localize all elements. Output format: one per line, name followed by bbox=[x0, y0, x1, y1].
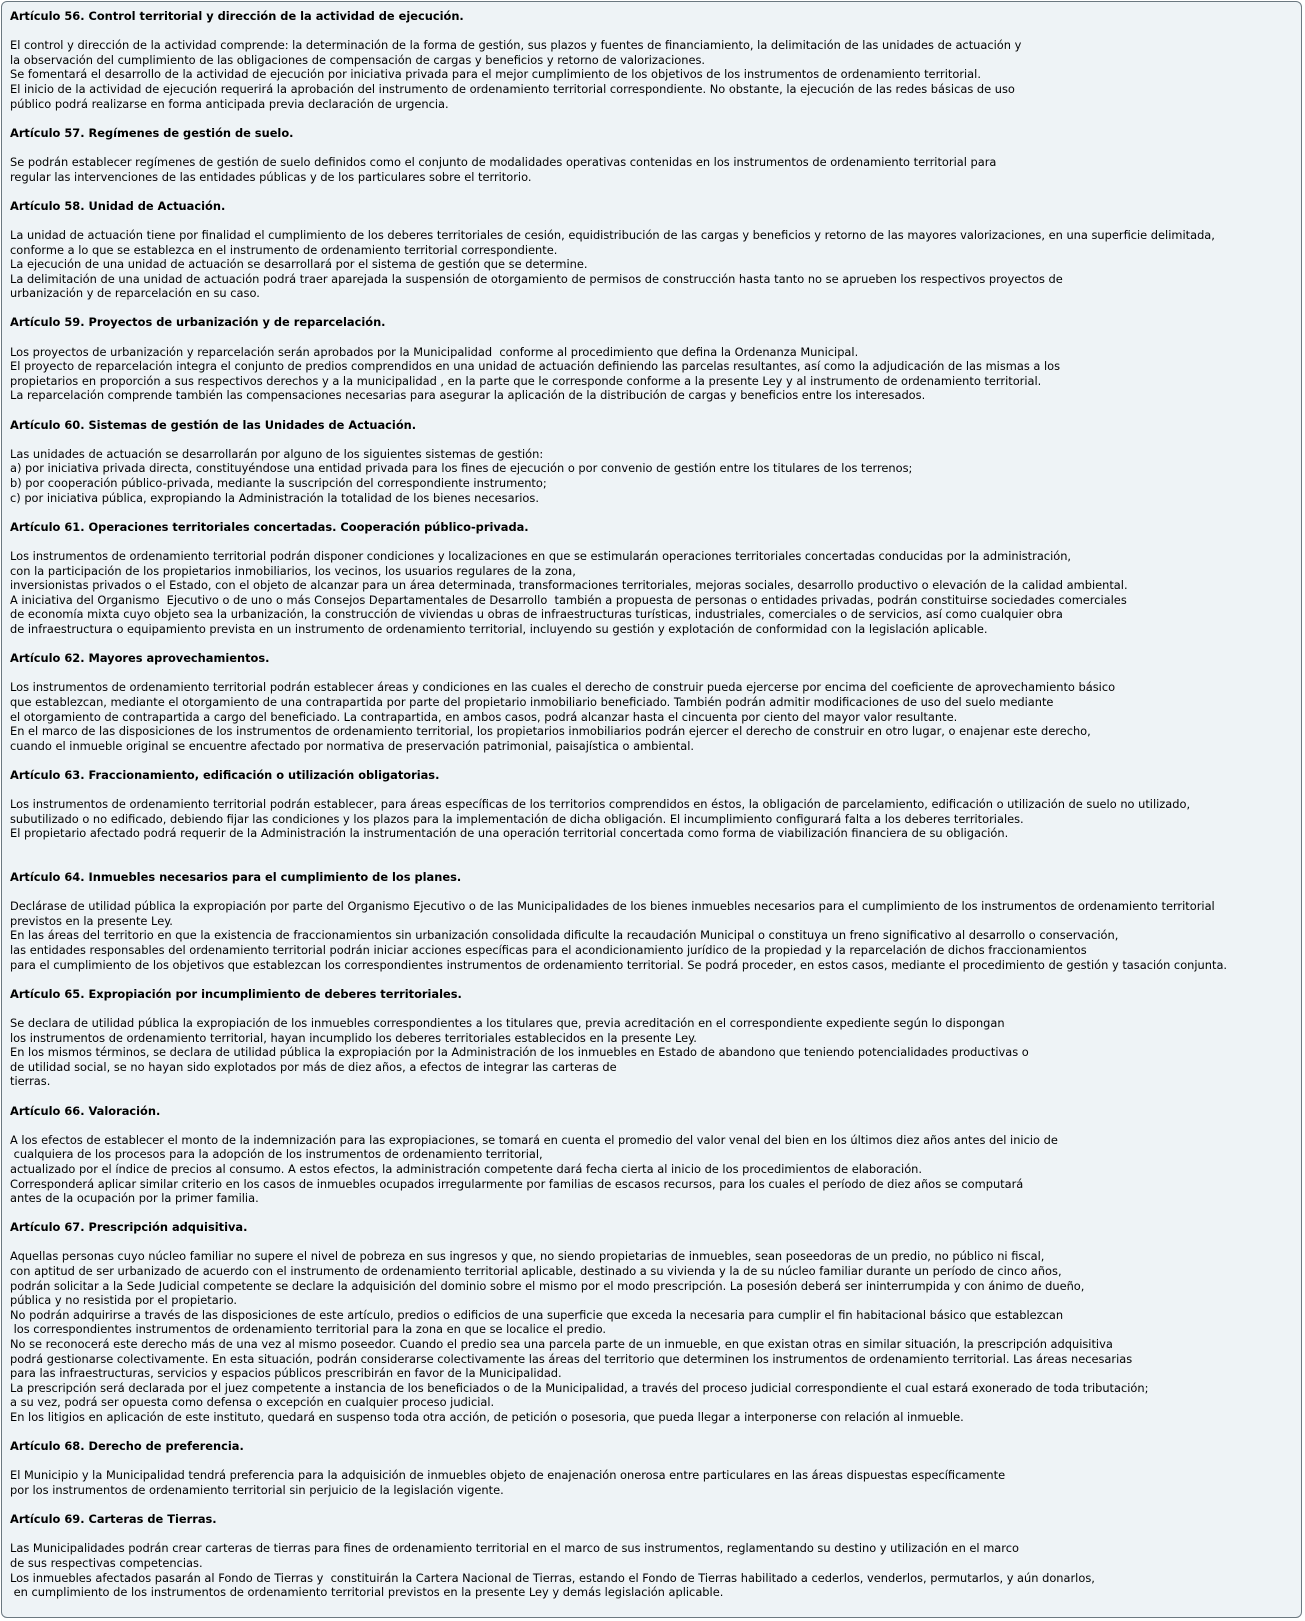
article-text-line: inversionistas privados o el Estado, con el objeto de alcanzar para un área determinada, transformaciones territoriales, mejoras sociales, desarrollo productivo o elevación de la calidad ambiental. bbox=[10, 578, 1128, 593]
article-text-line: En el marco de las disposiciones de los instrumentos de ordenamiento territorial, los propietarios inmobiliarios podrán ejercer el derecho de construir en otro lugar, o enajenar este derecho, bbox=[10, 724, 1091, 739]
article-body bbox=[10, 155, 1301, 184]
article-text-line: los instrumentos de ordenamiento territorial, hayan incumplido los deberes territoriales establecidos en la presente Ley. bbox=[10, 1030, 697, 1045]
article-text-line: Los instrumentos de ordenamiento territorial podrán establecer áreas y condiciones en las cuales el derecho de construir pueda ejercerse por encima del coeficiente de aprovechamiento básico bbox=[10, 680, 1116, 695]
article-text-line: c) por iniciativa pública, expropiando la Administración la totalidad de los bienes necesarios. bbox=[10, 490, 539, 505]
article-body bbox=[10, 1249, 1301, 1424]
article-text-line: subutilizado o no edificado, debiendo fijar las condiciones y los plazos para la implementación de dicha obligación. El incumplimiento configurará falta a los deberes territoriales. bbox=[10, 811, 1024, 826]
article-section bbox=[10, 1439, 1301, 1497]
article-text-line: en cumplimiento de los instrumentos de ordenamiento territorial previstos en la presente Ley y demás legislación aplicable. bbox=[10, 1585, 724, 1600]
article-text-line: que establezcan, mediante el otorgamiento de una contrapartida por parte del propietario inmobiliario beneficiado. También podrán admitir modificaciones de uso del suelo mediante bbox=[10, 694, 1054, 709]
article-text-line: No podrán adquirirse a través de las disposiciones de este artículo, predios o edificios de una superficie que exceda la necesaria para cumplir el fin habitacional básico que establezcan bbox=[10, 1307, 1064, 1322]
article-body bbox=[10, 38, 1301, 111]
article-body bbox=[10, 899, 1301, 972]
article-text-line: Los proyectos de urbanización y reparcelación serán aprobados por la Municipalidad conforme al procedimiento que defina la Ordenanza Municipal. bbox=[10, 344, 859, 359]
article-section bbox=[10, 768, 1301, 856]
article-heading: Artículo 57. Regímenes de gestión de suelo. bbox=[10, 125, 294, 140]
article-body bbox=[10, 1016, 1301, 1089]
article-text-line: regular las intervenciones de las entidades públicas y de los particulares sobre el territorio. bbox=[10, 169, 532, 184]
article-text-line bbox=[10, 841, 1301, 856]
article-text-line: Corresponderá aplicar similar criterio en los casos de inmuebles ocupados irregularmente por familias de escasos recursos, para los cuales el período de diez años se computará bbox=[10, 1176, 1024, 1191]
article-text-line: con aptitud de ser urbanizado de acuerdo con el instrumento de ordenamiento territorial aplicable, destinado a su vivienda y la de su núcleo familiar durante un período de cinco años, bbox=[10, 1264, 1062, 1279]
article-text-line: para el cumplimiento de los objetivos que establezcan los correspondientes instrumentos de ordenamiento territorial. Se podrá proceder, en estos casos, mediante el procedimiento de gestión y tasación conjunta. bbox=[10, 957, 1228, 972]
article-body bbox=[10, 1468, 1301, 1497]
article-text-line: los correspondientes instrumentos de ordenamiento territorial para la zona en que se localice el predio. bbox=[10, 1322, 606, 1337]
article-section bbox=[10, 9, 1301, 111]
article-heading: Artículo 66. Valoración. bbox=[10, 1103, 161, 1118]
article-section bbox=[10, 987, 1301, 1089]
article-text-line: La ejecución de una unidad de actuación se desarrollará por el sistema de gestión que se determine. bbox=[10, 257, 588, 272]
article-body bbox=[10, 228, 1301, 301]
article-body bbox=[10, 797, 1301, 855]
article-text-line: para las infraestructuras, servicios y espacios públicos prescribirán en favor de la Municipalidad. bbox=[10, 1366, 562, 1381]
article-heading: Artículo 69. Carteras de Tierras. bbox=[10, 1512, 217, 1527]
article-text-line: No se reconocerá este derecho más de una vez al mismo poseedor. Cuando el predio sea una parcela parte de un inmueble, en que existan otras en similar situación, la prescripción adquisitiva bbox=[10, 1337, 1113, 1352]
article-text-line: tierras. bbox=[10, 1074, 51, 1089]
article-text-line: de economía mixta cuyo objeto sea la urbanización, la construcción de viviendas u obras de infraestructuras turísticas, industriales, comerciales o de servicios, así como cualquier obra bbox=[10, 607, 1063, 622]
article-body bbox=[10, 1541, 1301, 1599]
article-heading: Artículo 56. Control territorial y dirección de la actividad de ejecución. bbox=[10, 9, 464, 23]
article-section bbox=[10, 418, 1301, 506]
article-text-line: El control y dirección de la actividad comprende: la determinación de la forma de gestión, sus plazos y fuentes de financiamiento, la delimitación de las unidades de actuación y bbox=[10, 38, 1022, 53]
article-text-line: de infraestructura o equipamiento prevista en un instrumento de ordenamiento territorial, incluyendo su gestión y explotación de conformidad con la legislación aplicable. bbox=[10, 621, 988, 636]
article-body bbox=[10, 680, 1301, 753]
article-section bbox=[10, 1512, 1301, 1600]
article-section bbox=[10, 870, 1301, 972]
article-heading: Artículo 65. Expropiación por incumplimiento de deberes territoriales. bbox=[10, 986, 462, 1001]
article-text-line: Se podrán establecer regímenes de gestión de suelo definidos como el conjunto de modalidades operativas contenidas en los instrumentos de ordenamiento territorial para bbox=[10, 154, 997, 169]
article-text-line: a su vez, podrá ser opuesta como defensa o excepción en cualquier proceso judicial. bbox=[10, 1395, 495, 1410]
article-text-line: Los instrumentos de ordenamiento territorial podrán disponer condiciones y localizaciones en que se estimularán operaciones territoriales concertadas conducidas por la administración, bbox=[10, 548, 1072, 563]
article-text-line: La prescripción será declarada por el juez competente a instancia de los beneficiados o de la Municipalidad, a través del proceso judicial correspondiente el cual estará exonerado de toda tributación; bbox=[10, 1380, 1149, 1395]
article-heading: Artículo 58. Unidad de Actuación. bbox=[10, 198, 226, 213]
article-section bbox=[10, 1220, 1301, 1424]
article-text-line: En los litigios en aplicación de este instituto, quedará en suspenso toda otra acción, de petición o posesoria, que pueda llegar a interponerse con relación al inmueble. bbox=[10, 1410, 964, 1424]
article-text-line: público podrá realizarse en forma anticipada previa declaración de urgencia. bbox=[10, 96, 449, 111]
article-text-line: A los efectos de establecer el monto de la indemnización para las expropiaciones, se tomará en cuenta el promedio del valor venal del bien en los últimos diez años antes del inicio de bbox=[10, 1132, 1058, 1147]
article-section bbox=[10, 199, 1301, 301]
article-heading: Artículo 62. Mayores aprovechamientos. bbox=[10, 651, 270, 666]
article-body bbox=[10, 345, 1301, 403]
article-heading: Artículo 63. Fraccionamiento, edificación o utilización obligatorias. bbox=[10, 767, 440, 782]
article-text-line: b) por cooperación público-privada, mediante la suscripción del correspondiente instrumento; bbox=[10, 476, 547, 490]
article-text-line: Los instrumentos de ordenamiento territorial podrán establecer, para áreas específicas de los territorios comprendidos en éstos, la obligación de parcelamiento, edificación o utilización de suelo no utilizado, bbox=[10, 797, 1191, 812]
article-text-line: las entidades responsables del ordenamiento territorial podrán iniciar acciones específicas para el acondicionamiento jurídico de la propiedad y la reparcelación de dichos fraccionamientos bbox=[10, 943, 1087, 957]
article-text-line: El proyecto de reparcelación integra el conjunto de predios comprendidos en una unidad de actuación definiendo las parcelas resultantes, así como la adjudicación de las mismas a los bbox=[10, 359, 1061, 374]
article-section bbox=[10, 520, 1301, 637]
article-text-line: Se declara de utilidad pública la expropiación de los inmuebles correspondientes a los titulares que, previa acreditación en el correspondiente expediente según lo dispongan bbox=[10, 1015, 1005, 1030]
article-heading: Artículo 67. Prescripción adquisitiva. bbox=[10, 1220, 248, 1235]
article-text-line: propietarios en proporción a sus respectivos derechos y a la municipalidad , en la parte que le corresponde conforme a la presente Ley y al instrumento de ordenamiento territorial. bbox=[10, 373, 1042, 388]
article-text-line: previstos en la presente Ley. bbox=[10, 913, 173, 928]
article-text-line: podrá gestionarse colectivamente. En esta situación, podrán considerarse colectivamente las áreas del territorio que determinen los instrumentos de ordenamiento territorial. Las áreas necesarias bbox=[10, 1351, 1133, 1366]
article-text-line: Las Municipalidades podrán crear carteras de tierras para fines de ordenamiento territorial en el marco de sus instrumentos, reglamentando su destino y utilización en el marco bbox=[10, 1541, 1019, 1556]
article-text-line: Aquellas personas cuyo núcleo familiar no supere el nivel de pobreza en sus ingresos y que, no siendo propietarias de inmuebles, sean poseedoras de un predio, no público ni fiscal, bbox=[10, 1249, 1045, 1264]
article-text-line: La unidad de actuación tiene por finalidad el cumplimiento de los deberes territoriales de cesión, equidistribución de las cargas y beneficios y retorno de las mayores valorizaciones, en una superficie delimitada, bbox=[10, 227, 1215, 242]
article-text-line: urbanización y de reparcelación en su caso. bbox=[10, 286, 260, 301]
article-heading: Artículo 64. Inmuebles necesarios para el cumplimiento de los planes. bbox=[10, 870, 462, 885]
article-text-line: La reparcelación comprende también las compensaciones necesarias para asegurar la aplicación de la distribución de cargas y beneficios entre los interesados. bbox=[10, 388, 926, 403]
article-text-line: podrán solicitar a la Sede Judicial competente se declare la adquisición del dominio sobre el mismo por el modo prescripción. La posesión deberá ser ininterrumpida y con ánimo de dueño, bbox=[10, 1278, 1085, 1293]
article-text-line: la observación del cumplimiento de las obligaciones de compensación de cargas y beneficios y retorno de valorizaciones. bbox=[10, 52, 706, 67]
article-text-line: El propietario afectado podrá requerir de la Administración la instrumentación de una operación territorial concertada como forma de viabilización financiera de su obligación. bbox=[10, 826, 1009, 841]
article-text-line: Los inmuebles afectados pasarán al Fondo de Tierras y constituirán la Cartera Nacional de Tierras, estando el Fondo de Tierras habilitado a cederlos, venderlos, permutarlos, y aún donarlos, bbox=[10, 1570, 1095, 1585]
article-heading: Artículo 59. Proyectos de urbanización y de reparcelación. bbox=[10, 315, 386, 330]
article-text-line: El Municipio y la Municipalidad tendrá preferencia para la adquisición de inmuebles objeto de enajenación onerosa entre particulares en las áreas dispuestas específicamente bbox=[10, 1468, 1006, 1483]
article-text-line: antes de la ocupación por la primer familia. bbox=[10, 1191, 259, 1206]
article-text-line: Las unidades de actuación se desarrollarán por alguno de los siguientes sistemas de gestión: bbox=[10, 446, 544, 461]
article-text-line: de sus respectivas competencias. bbox=[10, 1555, 203, 1570]
article-text-line: cuando el inmueble original se encuentre afectado por normativa de preservación patrimonial, paisajística o ambiental. bbox=[10, 738, 695, 753]
document-panel bbox=[1, 1, 1302, 1618]
article-text-line: cualquiera de los procesos para la adopción de los instrumentos de ordenamiento territorial, bbox=[10, 1147, 543, 1162]
article-section bbox=[10, 651, 1301, 753]
article-section bbox=[10, 126, 1301, 184]
article-text-line: La delimitación de una unidad de actuación podrá traer aparejada la suspensión de otorgamiento de permisos de construcción hasta tanto no se aprueben los respectivos proyectos de bbox=[10, 271, 1063, 286]
article-text-line: Declárase de utilidad pública la expropiación por parte del Organismo Ejecutivo o de las Municipalidades de los bienes inmuebles necesarios para el cumplimiento de los instrumentos de ordenamiento territorial bbox=[10, 899, 1215, 914]
article-text-line: a) por iniciativa privada directa, constituyéndose una entidad privada para los fines de ejecución o por convenio de gestión entre los titulares de los terrenos; bbox=[10, 461, 913, 476]
article-text-line: pública y no resistida por el propietario. bbox=[10, 1293, 237, 1308]
article-text-line: El inicio de la actividad de ejecución requerirá la aprobación del instrumento de ordenamiento territorial correspondiente. No obstante, la ejecución de las redes básicas de uso bbox=[10, 81, 1015, 96]
article-text-line: de utilidad social, se no hayan sido explotados por más de diez años, a efectos de integrar las carteras de bbox=[10, 1059, 617, 1074]
article-text-line: conforme a lo que se establezca en el instrumento de ordenamiento territorial correspondiente. bbox=[10, 242, 558, 257]
article-heading: Artículo 60. Sistemas de gestión de las Unidades de Actuación. bbox=[10, 417, 417, 432]
article-text-line: el otorgamiento de contrapartida a cargo del beneficiado. La contrapartida, en ambos casos, podrá alcanzar hasta el cincuenta por ciento del mayor valor resultante. bbox=[10, 709, 958, 724]
article-text-line: con la participación de los propietarios inmobiliarios, los vecinos, los usuarios regulares de la zona, bbox=[10, 563, 576, 578]
article-body bbox=[10, 447, 1301, 505]
article-text-line: En las áreas del territorio en que la existencia de fraccionamientos sin urbanización consolidada dificulte la recaudación Municipal o constituya un freno significativo al desarrollo o conservación, bbox=[10, 928, 1119, 943]
article-text-line: A iniciativa del Organismo Ejecutivo o de uno o más Consejos Departamentales de Desarrollo también a propuesta de personas o entidades privadas, podrán constituirse sociedades comerciales bbox=[10, 592, 1127, 607]
article-text-line: actualizado por el índice de precios al consumo. A estos efectos, la administración competente dará fecha cierta al inicio de los procedimientos de elaboración. bbox=[10, 1161, 923, 1176]
article-body bbox=[10, 1133, 1301, 1206]
article-section bbox=[10, 315, 1301, 403]
article-heading: Artículo 61. Operaciones territoriales concertadas. Cooperación público-privada. bbox=[10, 519, 529, 534]
article-heading: Artículo 68. Derecho de preferencia. bbox=[10, 1439, 244, 1454]
article-text-line: por los instrumentos de ordenamiento territorial sin perjuicio de la legislación vigente. bbox=[10, 1482, 504, 1497]
article-body bbox=[10, 549, 1301, 637]
article-section bbox=[10, 1104, 1301, 1206]
article-text-line: En los mismos términos, se declara de utilidad pública la expropiación por la Administración de los inmuebles en Estado de abandono que teniendo potencialidades productivas o bbox=[10, 1045, 1029, 1060]
article-text-line: Se fomentará el desarrollo de la actividad de ejecución por iniciativa privada para el mejor cumplimiento de los objetivos de los instrumentos de ordenamiento territorial. bbox=[10, 67, 981, 82]
